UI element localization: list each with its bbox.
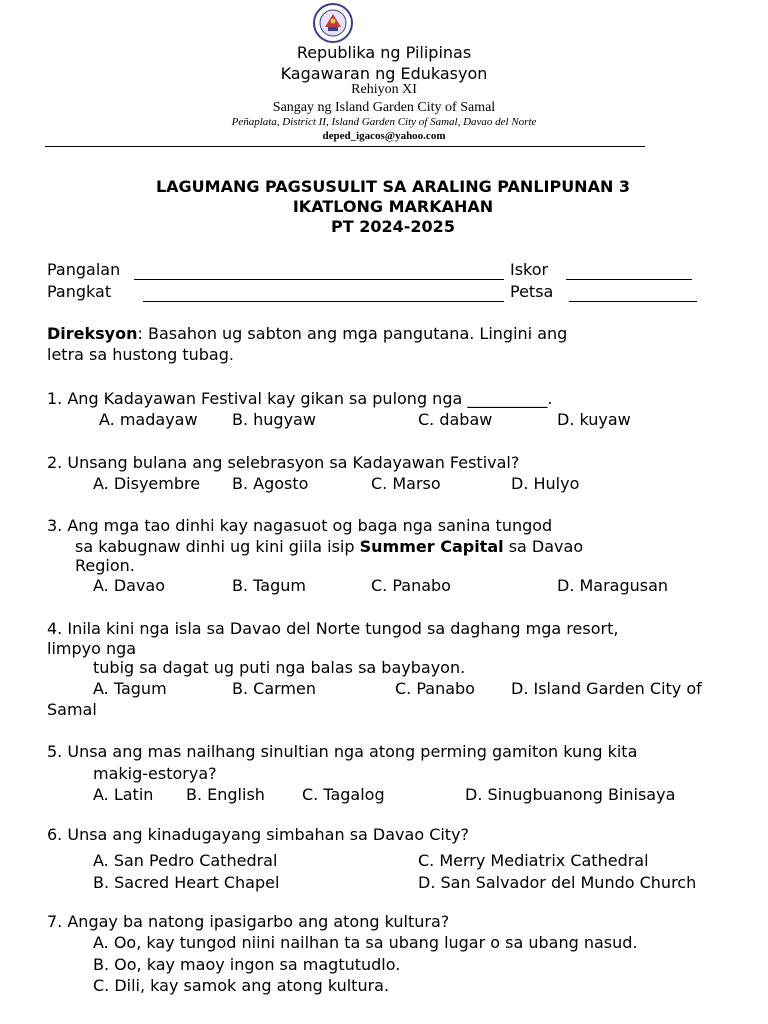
question-7-stem: 7. Angay ba natong ipasigarbo ang atong kultura? — [47, 912, 450, 931]
q5-choice-b[interactable]: B. English — [186, 785, 265, 804]
directions-line-2: letra sa hustong tubag. — [47, 345, 234, 364]
q2-choice-a[interactable]: A. Disyembre — [93, 474, 201, 493]
q3-text-part-a: sa kabugnaw dinhi ug kini giila isip — [75, 537, 360, 556]
deped-seal-logo — [308, 3, 358, 43]
q4-choice-b[interactable]: B. Carmen — [232, 679, 316, 698]
q4-choice-d[interactable]: D. Island Garden City of — [511, 679, 702, 698]
directions-text: : Basahon ug sabton ang mga pangutana. Lingini ang — [137, 324, 568, 343]
name-blank[interactable] — [134, 279, 504, 280]
name-label: Pangalan — [47, 260, 121, 279]
score-label: Iskor — [510, 260, 549, 279]
header-address: Peñaplata, District II, Island Garden City of Samal, Davao del Norte — [231, 116, 537, 128]
q2-choice-d[interactable]: D. Hulyo — [511, 474, 580, 493]
q7-choice-b[interactable]: B. Oo, kay maoy ingon sa magtutudlo. — [93, 955, 401, 974]
q5-choice-c[interactable]: C. Tagalog — [302, 785, 385, 804]
q3-choice-d[interactable]: D. Maragusan — [557, 576, 669, 595]
question-3-stem-line-1: 3. Ang mga tao dinhi kay nagasuot og baga nga sanina tungod — [47, 516, 553, 535]
q3-choice-c[interactable]: C. Panabo — [371, 576, 451, 595]
q3-choice-b[interactable]: B. Tagum — [232, 576, 306, 595]
q6-choice-c[interactable]: C. Merry Mediatrix Cathedral — [418, 851, 649, 870]
q2-choice-b[interactable]: B. Agosto — [232, 474, 309, 493]
exam-title: LAGUMANG PAGSUSULIT SA ARALING PANLIPUNAN 3 — [155, 177, 631, 196]
question-4-stem-line-1: 4. Inila kini nga isla sa Davao del Norte tungod sa daghang mga resort, — [47, 619, 619, 638]
q1-choice-b[interactable]: B. hugyaw — [232, 410, 316, 429]
q5-choice-a[interactable]: A. Latin — [93, 785, 154, 804]
header-divider — [45, 146, 645, 147]
q7-choice-c[interactable]: C. Dili, kay samok ang atong kultura. — [93, 976, 390, 995]
q7-choice-a[interactable]: A. Oo, kay tungod niini nailhan ta sa ubang lugar o sa ubang nasud. — [93, 933, 638, 952]
directions-label: Direksyon — [47, 324, 138, 343]
q1-choice-c[interactable]: C. dabaw — [418, 410, 493, 429]
header-division: Sangay ng Island Garden City of Samal — [272, 100, 496, 115]
q4-choice-a[interactable]: A. Tagum — [93, 679, 167, 698]
header-email: deped_igacos@yahoo.com — [322, 130, 446, 142]
question-3-stem-line-2 — [75, 537, 583, 556]
question-2-stem: 2. Unsang bulana ang selebrasyon sa Kadayawan Festival? — [47, 453, 520, 472]
q1-choice-d[interactable]: D. kuyaw — [557, 410, 631, 429]
q6-choice-b[interactable]: B. Sacred Heart Chapel — [93, 873, 280, 892]
q5-choice-d[interactable]: D. Sinugbuanong Binisaya — [465, 785, 676, 804]
question-5-stem-line-2: makig-estorya? — [93, 764, 217, 783]
date-blank[interactable] — [569, 301, 697, 302]
question-5-stem-line-1: 5. Unsa ang mas nailhang sinultian nga atong perming gamiton kung kita — [47, 742, 638, 761]
question-1-stem: 1. Ang Kadayawan Festival kay gikan sa pulong nga __________. — [47, 389, 553, 408]
header-republic: Republika ng Pilipinas — [296, 43, 472, 62]
q6-choice-d[interactable]: D. San Salvador del Mundo Church — [418, 873, 697, 892]
header-department: Kagawaran ng Edukasyon — [280, 64, 488, 83]
q4-choice-d-continued[interactable]: Samal — [47, 700, 97, 719]
date-label: Petsa — [510, 282, 554, 301]
q3-text-part-c: sa Davao — [503, 537, 584, 556]
q3-choice-a[interactable]: A. Davao — [93, 576, 166, 595]
question-6-stem: 6. Unsa ang kinadugayang simbahan sa Davao City? — [47, 825, 470, 844]
q3-summer-capital: Summer Capital — [359, 537, 504, 556]
score-blank[interactable] — [566, 279, 692, 280]
q6-choice-a[interactable]: A. San Pedro Cathedral — [93, 851, 278, 870]
header-region: Rehiyon XI — [351, 82, 417, 97]
question-4-stem-line-3: tubig sa dagat ug puti nga balas sa baybayon. — [93, 658, 466, 677]
question-4-stem-line-2: limpyo nga — [47, 639, 137, 658]
q2-choice-c[interactable]: C. Marso — [371, 474, 441, 493]
exam-school-year: PT 2024-2025 — [331, 217, 455, 236]
q4-choice-c[interactable]: C. Panabo — [395, 679, 475, 698]
q1-choice-a[interactable]: A. madayaw — [99, 410, 198, 429]
section-label: Pangkat — [47, 282, 112, 301]
section-blank[interactable] — [143, 301, 504, 302]
directions-line-1 — [47, 324, 567, 343]
exam-quarter: IKATLONG MARKAHAN — [292, 197, 494, 216]
question-3-stem-line-3: Region. — [75, 556, 135, 575]
